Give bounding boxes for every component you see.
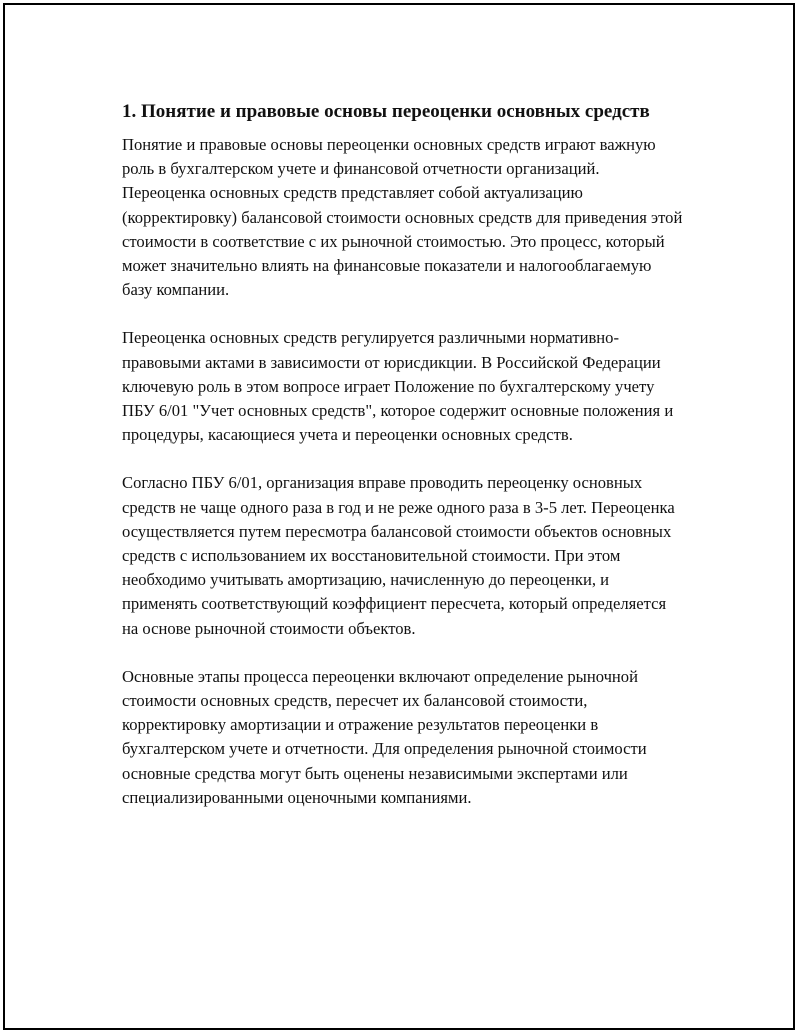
paragraph-3: Согласно ПБУ 6/01, организация вправе проводить переоценку основных средств не чаще одного раза в год и не реже одного раза в 3-5 лет. Переоценка осуществляется путем пересмотра балансовой стоимости объектов основных средств с использованием их восстановительной стоимости. При этом необходимо учитывать амортизацию, начисленную до переоценки, и применять соответствующий коэффициент пересчета, который определяется на основе рыночной стоимости объектов. bbox=[122, 473, 675, 638]
paragraph-2: Переоценка основных средств регулируется различными нормативно-правовыми актами в зависимости от юрисдикции. В Российской Федерации ключевую роль в этом вопросе играет Положение по бухгалтерскому учету ПБУ 6/01 "Учет основных средств", которое содержит основные положения и процедуры, касающиеся учета и переоценки основных средств. bbox=[122, 328, 674, 445]
document-body bbox=[122, 99, 684, 834]
document-page bbox=[3, 3, 795, 1030]
section-heading: 1. Понятие и правовые основы переоценки основных средств bbox=[122, 101, 650, 122]
paragraph-4: Основные этапы процесса переоценки включают определение рыночной стоимости основных средств, пересчет их балансовой стоимости, корректировку амортизации и отражение результатов переоценки в бухгалтерском учете и отчетности. Для определения рыночной стоимости основные средства могут быть оценены независимыми экспертами или специализированными оценочными компаниями. bbox=[122, 666, 647, 807]
paragraph-1: Понятие и правовые основы переоценки основных средств играют важную роль в бухгалтерском учете и финансовой отчетности организаций. Переоценка основных средств представляет собой актуализацию (корректировку) балансовой стоимости основных средств для приведения этой стоимости в соответствие с их рыночной стоимостью. Это процесс, который может значительно влиять на финансовые показатели и налогооблагаемую базу компании. bbox=[122, 135, 683, 300]
